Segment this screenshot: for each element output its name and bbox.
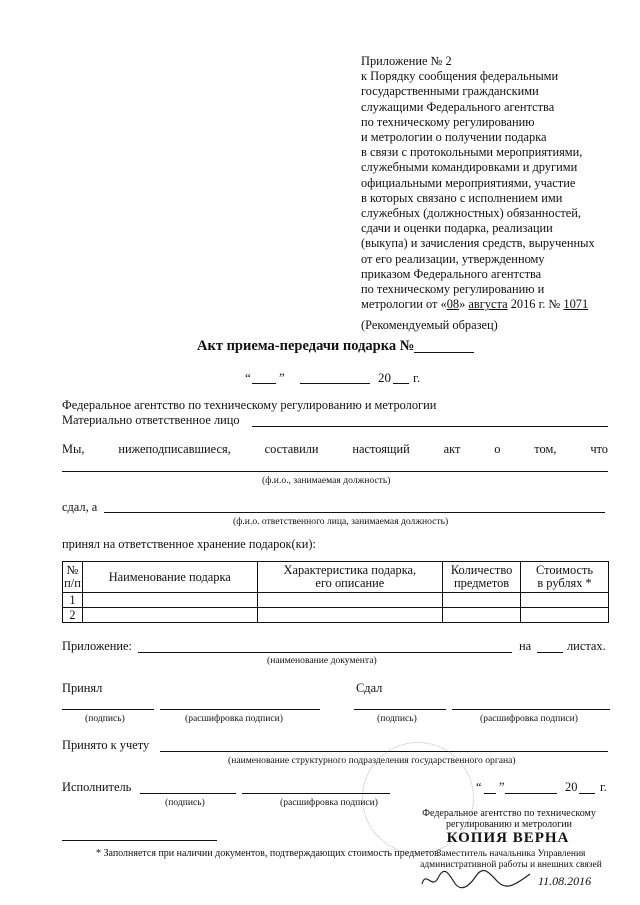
appendix-line: (выкупа) и зачисления средств, вырученных	[361, 236, 595, 251]
appendix-line: и метрологии о получении подарка	[361, 130, 547, 145]
fio-position-line[interactable]	[62, 471, 608, 472]
caption-handed-signature: (подпись)	[377, 713, 417, 724]
caption-executor-decode: (расшифровка подписи)	[280, 797, 378, 808]
accepted-storage-label: принял на ответственное хранение подарок(ки):	[62, 537, 316, 551]
caption-accepted-signature: (подпись)	[85, 713, 125, 724]
executor-year-prefix: 20	[565, 780, 578, 794]
stamp-agency-line2: регулированию и метрологии	[446, 819, 572, 830]
date-quote-close: ”	[279, 370, 285, 385]
appendix-line: государственными гражданскими	[361, 84, 539, 99]
executor-day-line[interactable]	[484, 793, 496, 794]
appendix-line: от его реализации, утвержденному	[361, 251, 545, 266]
appendix-line: сдачи и оценки подарка, реализации	[361, 221, 553, 236]
cell-name[interactable]	[82, 593, 257, 608]
stamp-date: 11.08.2016	[538, 874, 592, 888]
header-name: Наименование подарка	[82, 562, 257, 593]
stamp-copy-title: КОПИЯ ВЕРНА	[446, 830, 570, 846]
stamp-deputy-line1: Заместитель начальника Управления	[436, 849, 586, 859]
act-number-line[interactable]	[414, 352, 474, 353]
cell-description[interactable]	[257, 608, 443, 623]
accounting-label: Принято к учету	[62, 738, 150, 752]
executor-quote-open: “	[476, 780, 482, 794]
caption-fio-position: (ф.и.о., занимаемая должность)	[262, 475, 391, 486]
handed-sign-label: Сдал	[356, 681, 383, 695]
appendix-order-line: метрологии от «08» августа 2016 г. № 1071	[361, 297, 589, 312]
header-cost: Стоимость в рублях *	[521, 562, 609, 593]
row-number: 2	[63, 608, 83, 623]
header-num: № п/п	[63, 562, 83, 593]
appendix-line: официальными мероприятиями, участие	[361, 175, 576, 190]
caption-department: (наименование структурного подразделения государственного органа)	[228, 755, 516, 766]
appendix-line: Приложение № 2	[361, 54, 452, 68]
table-row	[63, 593, 609, 608]
table-row	[63, 608, 609, 623]
executor-month-line[interactable]	[505, 793, 557, 794]
gifts-table	[62, 561, 609, 623]
act-title: Акт приема-передачи подарка №	[197, 338, 415, 354]
date-month-line[interactable]	[300, 383, 370, 384]
cell-cost[interactable]	[521, 593, 609, 608]
appendix-line: служебных (должностных) обязанностей,	[361, 206, 581, 221]
appendix-line: по техническому регулированию и	[361, 282, 545, 297]
caption-executor-signature: (подпись)	[165, 797, 205, 808]
cell-quantity[interactable]	[443, 608, 521, 623]
attachment-on: на	[519, 639, 532, 653]
accepted-decode-line[interactable]	[160, 709, 320, 710]
date-quote-open: “	[245, 370, 251, 385]
responsible-line[interactable]	[252, 426, 608, 427]
handed-line[interactable]	[104, 512, 605, 513]
appendix-line: к Порядку сообщения федеральными	[361, 69, 559, 84]
order-number: 1071	[563, 297, 589, 312]
copy-certified-stamp	[408, 808, 608, 894]
header-quantity: Количество предметов	[443, 562, 521, 593]
caption-accepted-decode: (расшифровка подписи)	[185, 713, 283, 724]
attachment-line[interactable]	[138, 652, 512, 653]
handed-label: сдал, а	[62, 500, 98, 514]
sample-note: (Рекомендуемый образец)	[361, 318, 498, 333]
appendix-line: в которых связано с исполнением ими	[361, 190, 563, 205]
sheets-count-line[interactable]	[537, 652, 563, 653]
appendix-line: приказом Федерального агентства	[361, 266, 542, 281]
cell-name[interactable]	[82, 608, 257, 623]
cell-quantity[interactable]	[443, 593, 521, 608]
cell-cost[interactable]	[521, 608, 609, 623]
caption-document-name: (наименование документа)	[267, 655, 377, 666]
handed-signature-line[interactable]	[354, 709, 446, 710]
appendix-line: служащими Федерального агентства	[361, 99, 555, 114]
handed-decode-line[interactable]	[452, 709, 610, 710]
date-day-line[interactable]	[252, 383, 276, 384]
executor-year-line[interactable]	[579, 793, 595, 794]
order-month: августа	[468, 297, 508, 312]
row-number: 1	[63, 593, 83, 608]
stamp-agency-line1: Федеральное агентство по техническому	[422, 808, 596, 819]
cell-description[interactable]	[257, 593, 443, 608]
executor-g: г.	[600, 780, 607, 794]
stamp-deputy-line2: административной работы и внешних связей	[420, 860, 602, 870]
footnote-divider	[62, 840, 217, 841]
attachment-label: Приложение:	[62, 639, 132, 653]
caption-fio-responsible: (ф.и.о. ответственного лица, занимаемая должность)	[233, 516, 449, 527]
appendix-line: служебными командировками и другими	[361, 160, 578, 175]
date-year-prefix: 20	[378, 370, 391, 385]
handwritten-signature	[418, 868, 538, 892]
responsible-label: Материально ответственное лицо	[62, 413, 240, 427]
order-day: 08	[446, 297, 460, 312]
appendix-line: в связи с протокольными мероприятиями,	[361, 145, 583, 160]
appendix-block	[361, 54, 595, 334]
caption-handed-decode: (расшифровка подписи)	[480, 713, 578, 724]
executor-label: Исполнитель	[62, 780, 132, 794]
date-g: г.	[413, 370, 421, 385]
appendix-line: по техническому регулированию	[361, 114, 535, 129]
attachment-sheets: листах.	[567, 639, 606, 653]
executor-decode-line[interactable]	[242, 793, 390, 794]
footnote: * Заполняется при наличии документов, подтверждающих стоимость предметов	[96, 848, 439, 859]
accepted-signature-line[interactable]	[62, 709, 154, 710]
we-sentence: Мы, нижеподписавшиеся, составили настоящий акт о том, что	[62, 442, 608, 456]
table-header	[63, 562, 609, 593]
executor-signature-line[interactable]	[140, 793, 236, 794]
executor-quote-close: ”	[499, 780, 505, 794]
header-description: Характеристика подарка, его описание	[257, 562, 443, 593]
accepted-label: Принял	[62, 681, 103, 695]
date-year-line[interactable]	[393, 383, 409, 384]
agency-name: Федеральное агентство по техническому регулированию и метрологии	[62, 398, 437, 412]
